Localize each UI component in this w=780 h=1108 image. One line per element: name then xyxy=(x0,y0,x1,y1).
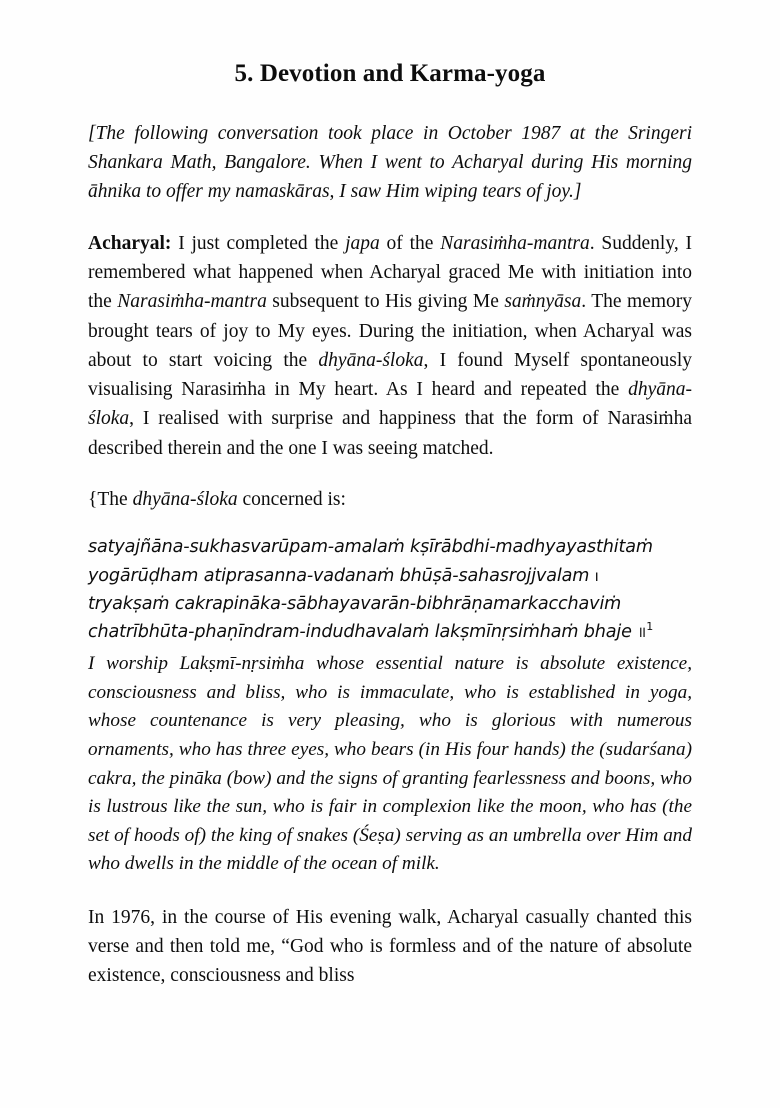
speech-text-6: , I found Myself spontaneously visualising Narasiṁha in My heart. As I heard and repeated the xyxy=(88,349,692,401)
danda-single-icon: ı xyxy=(594,566,599,585)
page-title: 5. Devotion and Karma-yoga xyxy=(234,60,546,87)
term-narasimha-mantra-first: Narasiṁha-mantra xyxy=(440,232,590,254)
speech-text-2: of the xyxy=(379,232,441,254)
speech-text-7: , I realised with surprise and happiness that the form of Narasiṁha described therein and the one I was seeing matched. xyxy=(88,408,692,459)
verse-translation: I worship Lakṣmī-nṛsiṁha whose essential nature is absolute existence, consciousness and bliss, who is immaculate, who is established in yoga, whose countenance is very pleasing, who is glorious with numerous ornaments, who has three eyes, who bears (in His four hands) the (sudarśana) cakra, the pināka (bow) and the signs of granting fearlessness and boons, who is lustrous like the sun, who is fair in complexion like the moon, who has (the set of hoods of) the king of snakes (Śeṣa) serving as an umbrella over Him and who dwells in the middle of the ocean of milk. xyxy=(88,653,692,875)
verse-line-2: yogārūḍham atiprasanna-vadanaṁ bhūṣā-sahasrojjvalam xyxy=(88,565,590,586)
sanskrit-verse-block xyxy=(88,514,692,646)
closing-paragraph: In 1976, in the course of His evening walk, Acharyal casually chanted this verse and then told me, “God who is formless and of the nature of absolute existence, consciousness and bliss xyxy=(88,906,692,987)
page-content-column xyxy=(88,0,692,991)
term-narasimha-mantra-second: Narasiṁha-mantra xyxy=(117,291,267,313)
speech-text-3: . Suddenly, I remembered what happened when Acharyal graced Me with initiation into the xyxy=(88,232,692,313)
editorial-intro-note: [The following conversation took place in October 1987 at the Sringeri Shankara Math, Bangalore. When I went to Acharyal during His morning āhnika to offer my namaskāras, I saw Him wiping tears of joy.] xyxy=(88,122,692,203)
verse-line-2-wrap xyxy=(88,562,692,590)
verse-line-4-wrap xyxy=(88,618,692,646)
speech-text-5: . The memory brought tears of joy to My eyes. During the initiation, when Acharyal was about to start voicing the xyxy=(88,291,693,371)
lead-in-prefix: {The xyxy=(88,489,133,511)
footnote-marker: 1 xyxy=(646,620,654,634)
acharyal-speech-paragraph xyxy=(88,207,692,463)
lead-in-suffix: concerned is: xyxy=(237,489,346,511)
danda-double-icon: ॥ xyxy=(637,622,647,641)
verse-line-3: tryakṣaṁ cakrapināka-sābhayavarān-bibhrāṇamarkacchaviṁ xyxy=(88,593,622,614)
speech-text-1: I just completed the xyxy=(171,232,346,254)
term-samnyasa: saṁnyāsa xyxy=(504,291,582,313)
term-dhyana-sloka-first: dhyāna-śloka xyxy=(318,349,424,371)
verse-lead-in xyxy=(88,463,692,514)
speech-text-4: subsequent to His giving Me xyxy=(266,291,505,313)
term-dhyana-sloka-second: dhyāna-śloka xyxy=(88,379,692,430)
speaker-label: Acharyal: xyxy=(88,232,172,254)
verse-line-1: satyajñāna-sukhasvarūpam-amalaṁ kṣīrābdhi-madhyayasthitaṁ xyxy=(88,537,653,558)
term-dhyana-sloka-lead: dhyāna-śloka xyxy=(132,489,238,511)
verse-line-4: chatrībhūta-phaṇīndram-indudhavalaṁ lakṣmīnṛsiṁhaṁ bhaje xyxy=(88,621,632,642)
term-japa: japa xyxy=(345,232,380,254)
